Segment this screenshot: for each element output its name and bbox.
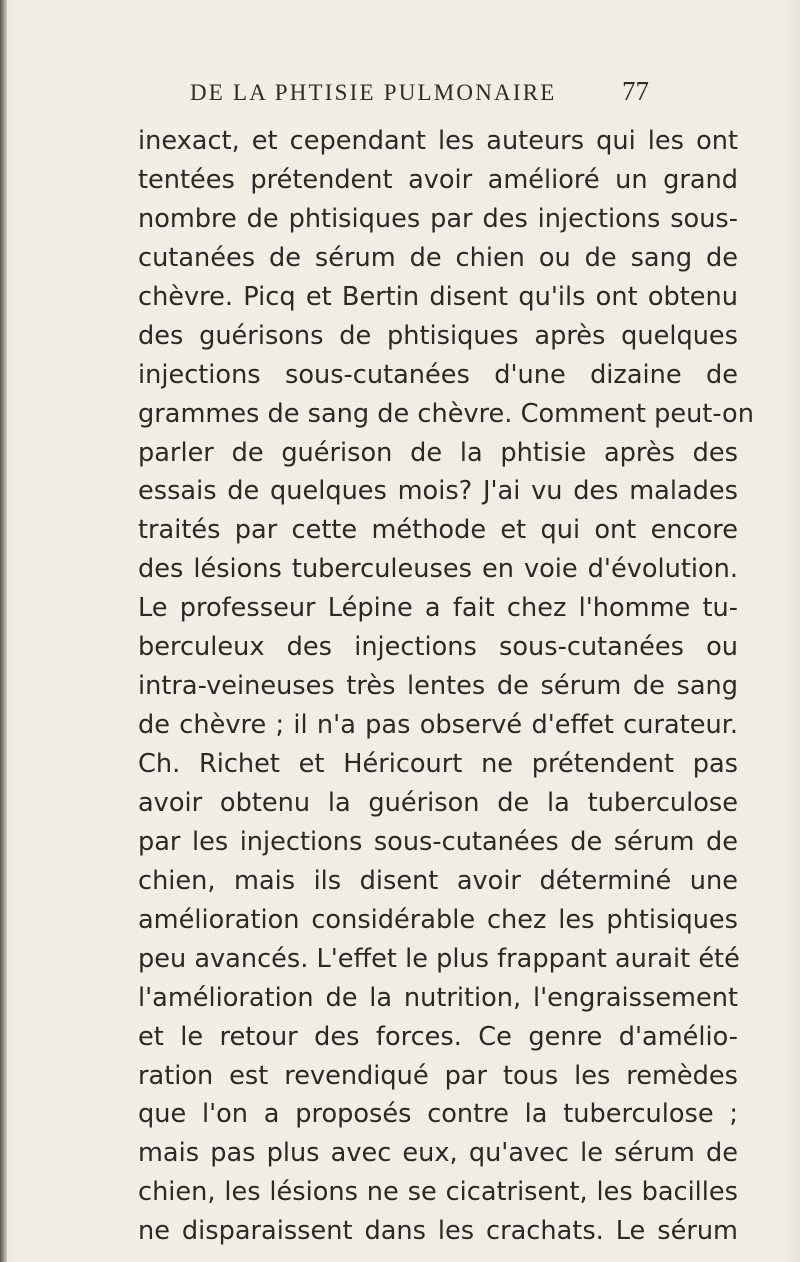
running-title: DE LA PHTISIE PULMONAIRE [190, 80, 557, 105]
text-line: des guérisons de phtisiques après quelques [138, 320, 738, 351]
text-line: cutanées de sérum de chien ou de sang de [138, 242, 738, 273]
text-line: l'amélioration de la nutrition, l'engraissement [138, 982, 738, 1013]
text-line: de chèvre ; il n'a pas observé d'effet curateur. [138, 710, 738, 741]
text-line: que l'on a proposés contre la tuberculose ; [138, 1099, 738, 1130]
text-line: Ch. Richet et Héricourt ne prétendent pas [138, 749, 738, 779]
page-header [0, 76, 800, 116]
text-line: parler de guérison de la phtisie après des [138, 437, 738, 468]
text-line: intra-veineuses très lentes de sérum de sang [138, 671, 738, 702]
text-line: injections sous-cutanées d'une dizaine de [138, 359, 738, 390]
text-line: avoir obtenu la guérison de la tuberculose [138, 787, 738, 818]
text-line: tentées prétendent avoir amélioré un grand [138, 164, 738, 195]
text-line: mais pas plus avec eux, qu'avec le sérum de [138, 1138, 738, 1169]
text-line: peu avancés. L'effet le plus frappant aurait été [138, 943, 740, 974]
text-line: nombre de phtisiques par des injections sous- [138, 203, 738, 234]
text-line: grammes de sang de chèvre. Comment peut-on [138, 398, 754, 429]
text-line: et le retour des forces. Ce genre d'amélio- [138, 1021, 738, 1052]
text-line: essais de quelques mois? J'ai vu des malades [138, 476, 738, 507]
text-line: chien, mais ils disent avoir déterminé une [138, 865, 738, 896]
page-number: 77 [622, 76, 649, 106]
text-line: traités par cette méthode et qui ont encore [138, 515, 738, 546]
text-line: inexact, et cependant les auteurs qui les ont [138, 126, 738, 156]
body-text [138, 122, 754, 1251]
text-line: ration est revendiqué par tous les remèdes [138, 1060, 738, 1091]
text-line: ne disparaissent dans les crachats. Le sérum [138, 1216, 738, 1247]
text-line: amélioration considérable chez les phtisiques [138, 904, 738, 935]
text-line: berculeux des injections sous-cutanées ou [138, 632, 738, 663]
text-line: chien, les lésions ne se cicatrisent, les bacilles [138, 1177, 738, 1208]
text-line: chèvre. Picq et Bertin disent qu'ils ont obtenu [138, 281, 738, 312]
text-line: Le professeur Lépine a fait chez l'homme tu- [138, 593, 738, 624]
page-gutter-shadow [0, 0, 7, 1262]
text-line: par les injections sous-cutanées de sérum de [138, 826, 738, 857]
text-line: des lésions tuberculeuses en voie d'évolution. [138, 554, 738, 585]
